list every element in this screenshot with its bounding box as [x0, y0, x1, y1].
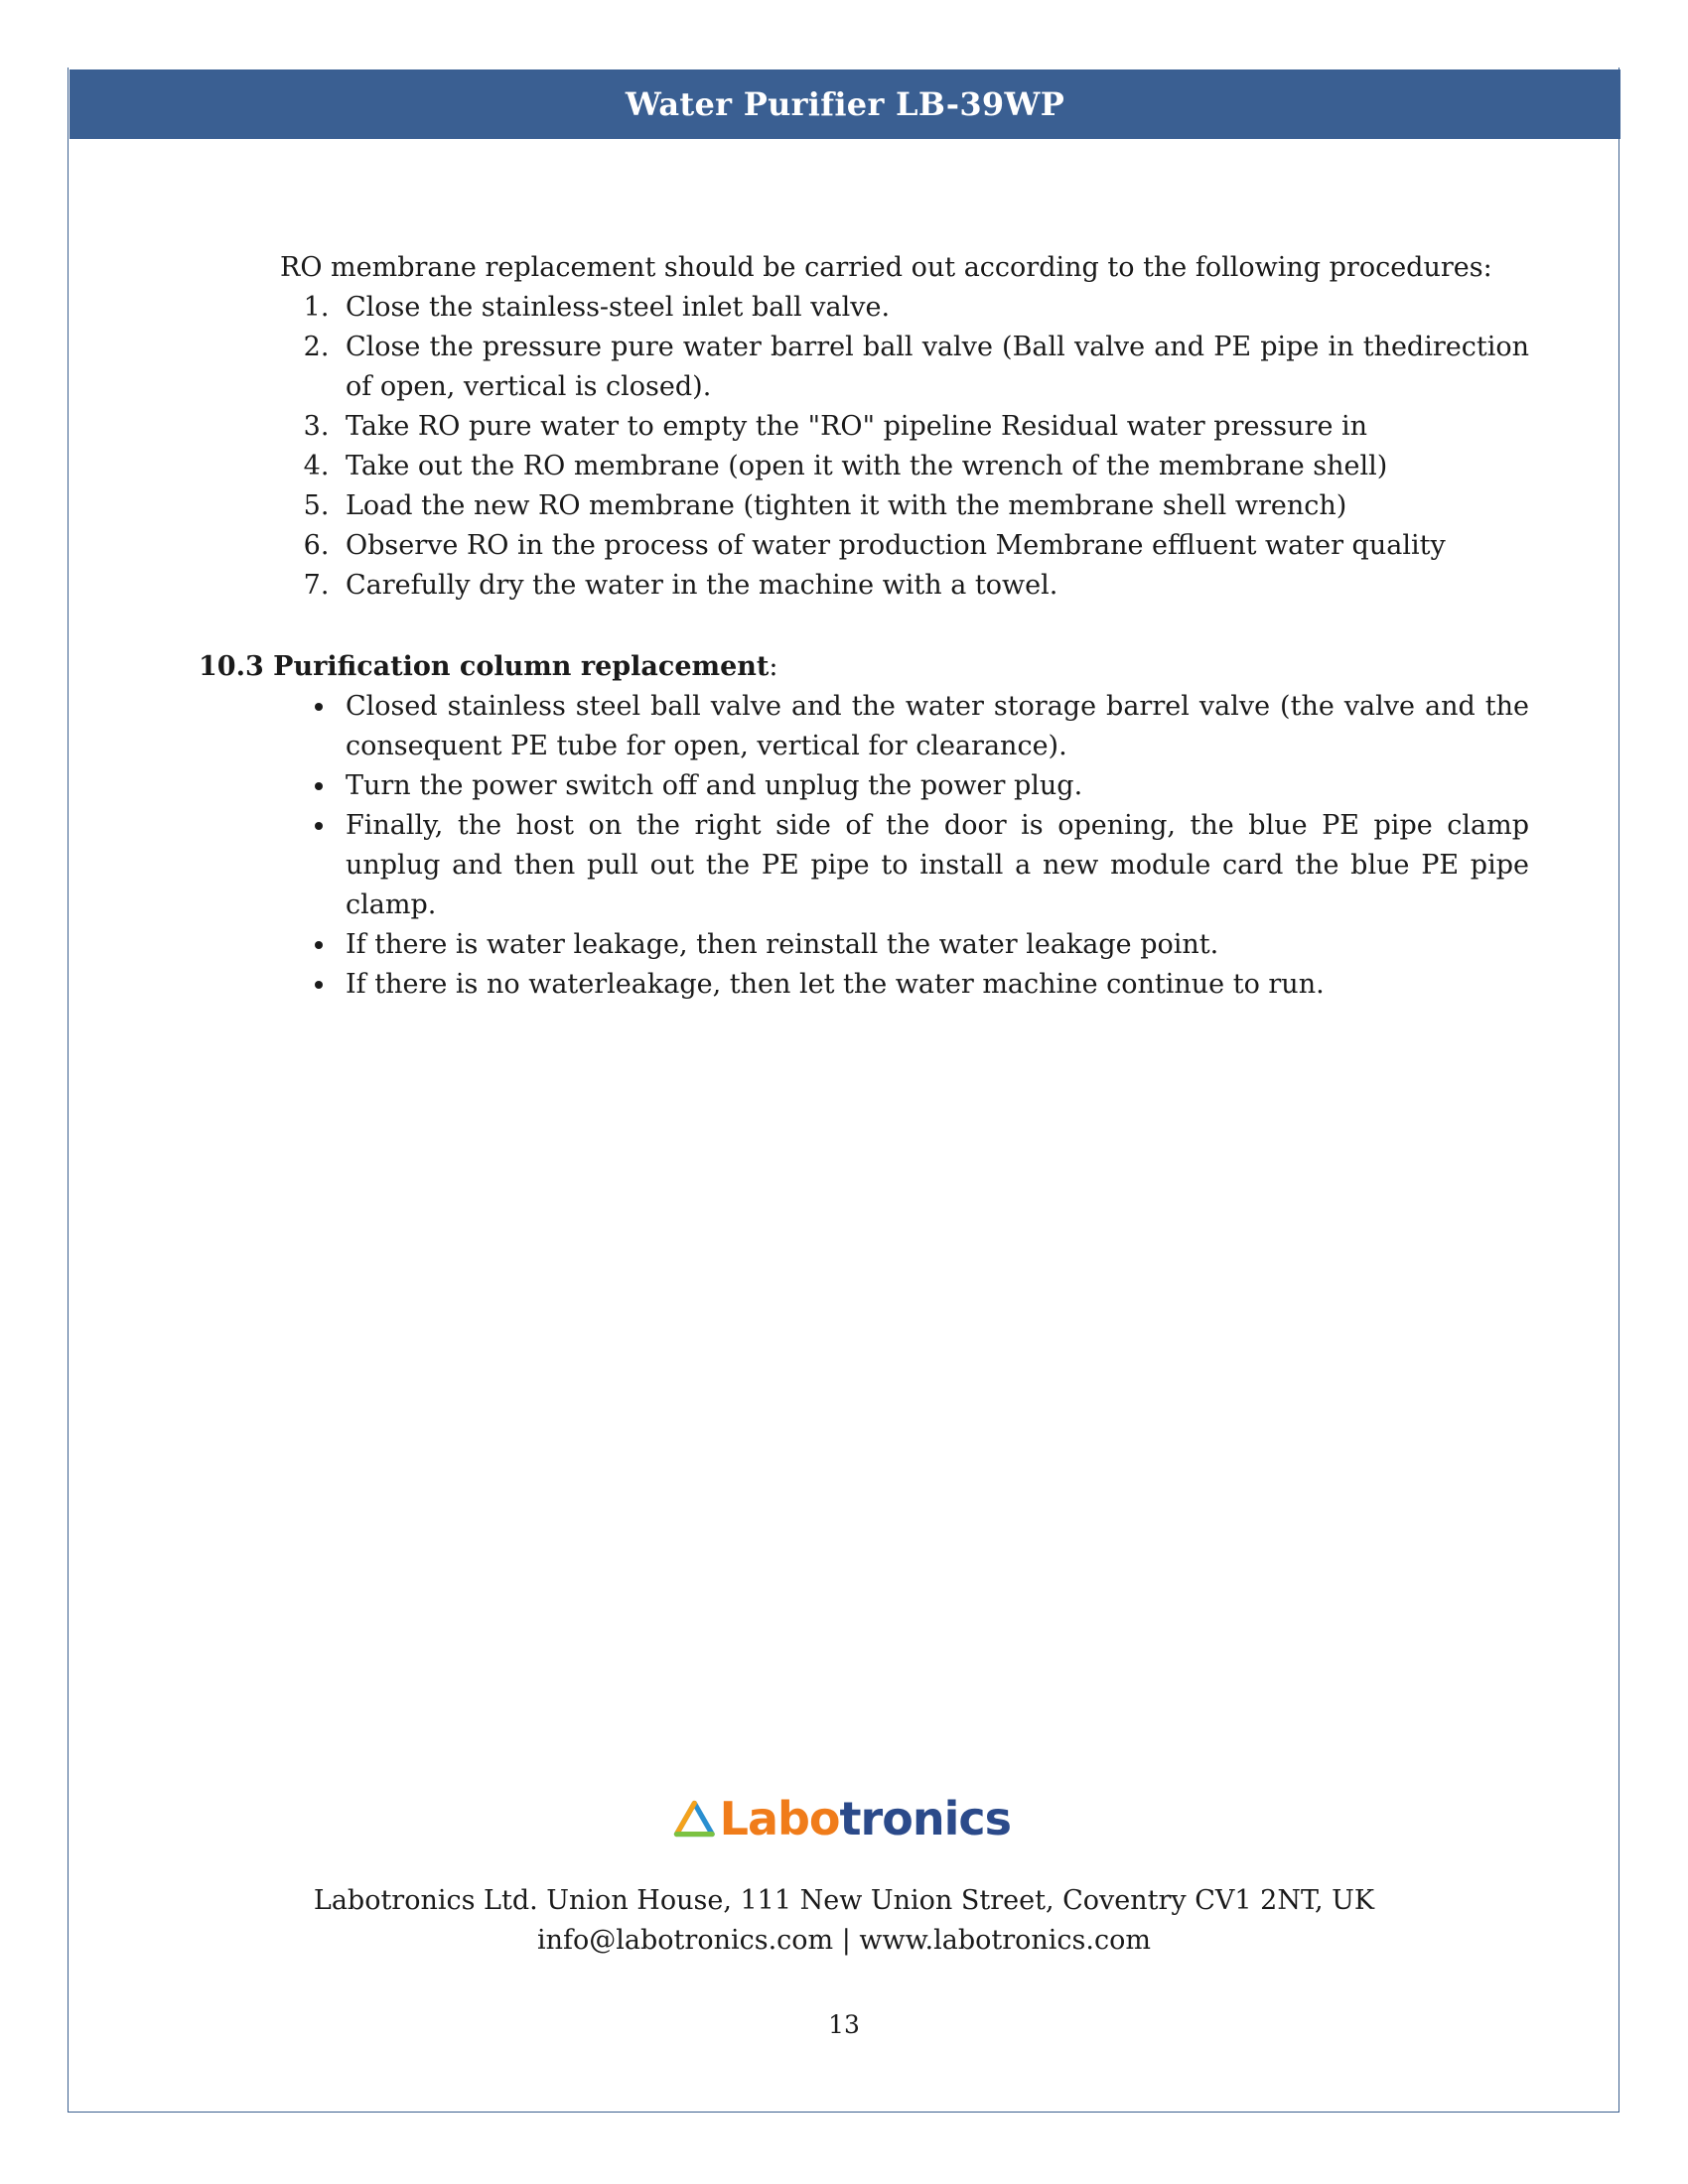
section-heading-colon: : — [769, 651, 778, 682]
list-item: 3. Take RO pure water to empty the "RO" pipeline Residual water pressure in — [338, 407, 1529, 447]
list-item: • If there is water leakage, then reinstall the water leakage point. — [338, 925, 1529, 965]
ro-steps-list — [199, 288, 1529, 606]
logo-text-part1: Labo — [719, 1792, 840, 1845]
list-item: 7. Carefully dry the water in the machine with a towel. — [338, 566, 1529, 606]
section-heading-text: 10.3 Purification column replacement — [199, 651, 770, 682]
list-item: 2. Close the pressure pure water barrel ball valve (Ball valve and PE pipe in thedirection of open, vertical is closed). — [338, 328, 1529, 407]
section-heading — [199, 647, 1529, 687]
main-content — [199, 248, 1529, 1005]
list-item: • Closed stainless steel ball valve and the water storage barrel valve (the valve and the consequent PE tube for open, vertical for clearance). — [338, 687, 1529, 766]
list-item: 5. Load the new RO membrane (tighten it with the membrane shell wrench) — [338, 486, 1529, 526]
footer-address: Labotronics Ltd. Union House, 111 New Union Street, Coventry CV1 2NT, UK — [313, 1885, 1375, 1916]
company-logo — [673, 1784, 1011, 1853]
list-item: • Turn the power switch off and unplug the power plug. — [338, 766, 1529, 806]
list-item: • If there is no waterleakage, then let the water machine continue to run. — [338, 965, 1529, 1005]
footer — [0, 1881, 1688, 1961]
list-item: 1. Close the stainless-steel inlet ball valve. — [338, 288, 1529, 328]
header-title: Water Purifier LB-39WP — [70, 69, 1620, 139]
list-item: 4. Take out the RO membrane (open it with the wrench of the membrane shell) — [338, 447, 1529, 486]
purification-bullets-list — [199, 687, 1529, 1005]
logo-text — [720, 1792, 1011, 1845]
list-item: • Finally, the host on the right side of the door is opening, the blue PE pipe clamp unplug and then pull out the PE pipe to install a new module card the blue PE pipe clamp. — [338, 806, 1529, 925]
list-item: 6. Observe RO in the process of water production Membrane effluent water quality — [338, 526, 1529, 566]
page-number: 13 — [828, 2010, 860, 2039]
logo-text-part2: tronics — [839, 1792, 1011, 1845]
ro-intro: RO membrane replacement should be carried out according to the following procedures: — [280, 252, 1492, 283]
footer-contact: info@labotronics.com | www.labotronics.com — [537, 1925, 1151, 1956]
triangle-logo-icon — [673, 1786, 716, 1851]
